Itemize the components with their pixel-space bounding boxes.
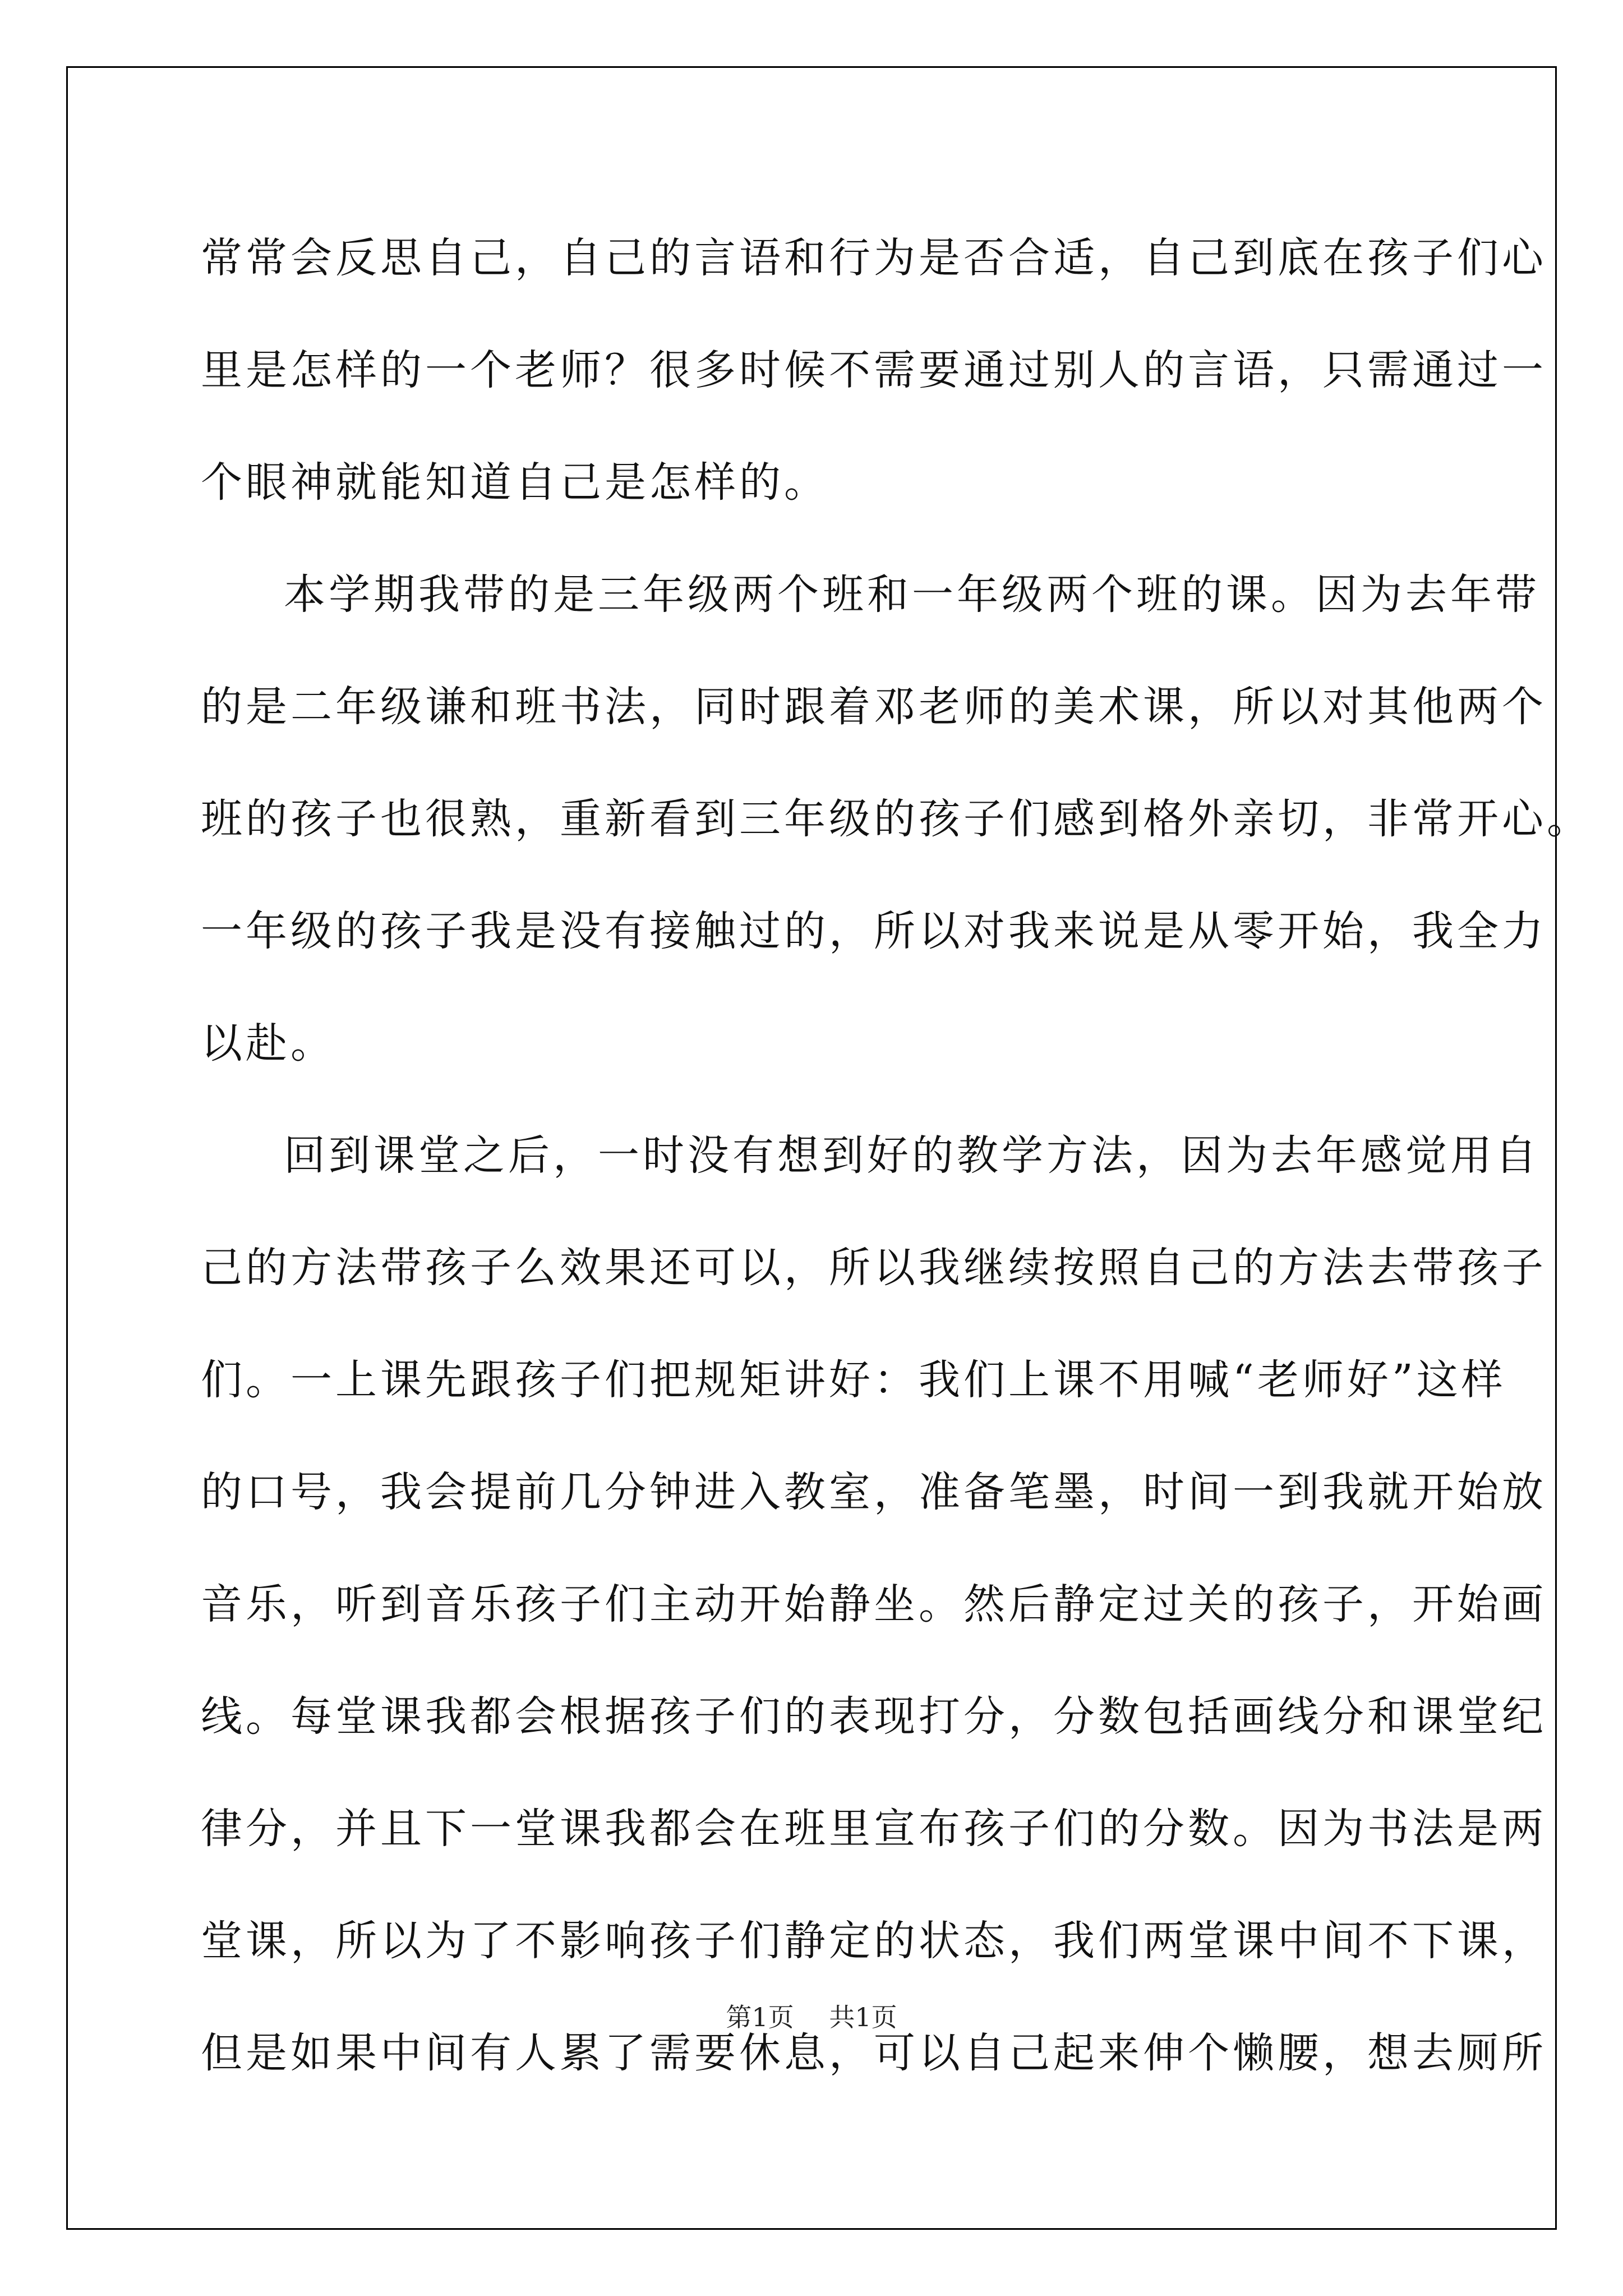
text-line: 回到课堂之后，一时没有想到好的教学方法，因为去年感觉用自 xyxy=(284,1131,1540,1180)
page-total: 共1页 xyxy=(829,2002,897,2032)
text-line: 里是怎样的一个老师？很多时候不需要通过别人的言语，只需通过一 xyxy=(201,346,1547,394)
text-line: 堂课，所以为了不影响孩子们静定的状态，我们两堂课中间不下课， xyxy=(201,1917,1547,1965)
text-line: 的口号，我会提前几分钟进入教室，准备笔墨，时间一到我就开始放 xyxy=(201,1468,1547,1516)
text-line: 己的方法带孩子么效果还可以，所以我继续按照自己的方法去带孩子 xyxy=(201,1244,1547,1292)
page-footer xyxy=(0,1997,1623,2034)
text-line: 以赴。 xyxy=(201,1019,335,1068)
text-line: 本学期我带的是三年级两个班和一年级两个班的课。因为去年带 xyxy=(284,570,1540,619)
text-line: 线。每堂课我都会根据孩子们的表现打分，分数包括画线分和课堂纪 xyxy=(201,1692,1547,1741)
text-line: 班的孩子也很熟，重新看到三年级的孩子们感到格外亲切，非常开心。 xyxy=(201,795,1592,843)
text-line: 音乐，听到音乐孩子们主动开始静坐。然后静定过关的孩子，开始画 xyxy=(201,1580,1547,1628)
text-line: 律分，并且下一堂课我都会在班里宣布孩子们的分数。因为书法是两 xyxy=(201,1805,1547,1853)
document-body xyxy=(201,202,1592,2109)
text-line: 们。一上课先跟孩子们把规矩讲好：我们上课不用喊“老师好”这样 xyxy=(201,1356,1506,1404)
text-line: 常常会反思自己，自己的言语和行为是否合适，自己到底在孩子们心 xyxy=(201,234,1547,282)
page-number: 第1页 xyxy=(726,2002,794,2032)
text-line: 的是二年级谦和班书法，同时跟着邓老师的美术课，所以对其他两个 xyxy=(201,683,1547,731)
text-line: 但是如果中间有人累了需要休息，可以自己起来伸个懒腰，想去厕所 xyxy=(201,2029,1547,2077)
text-line: 一年级的孩子我是没有接触过的，所以对我来说是从零开始，我全力 xyxy=(201,907,1547,955)
text-line: 个眼神就能知道自己是怎样的。 xyxy=(201,458,829,507)
